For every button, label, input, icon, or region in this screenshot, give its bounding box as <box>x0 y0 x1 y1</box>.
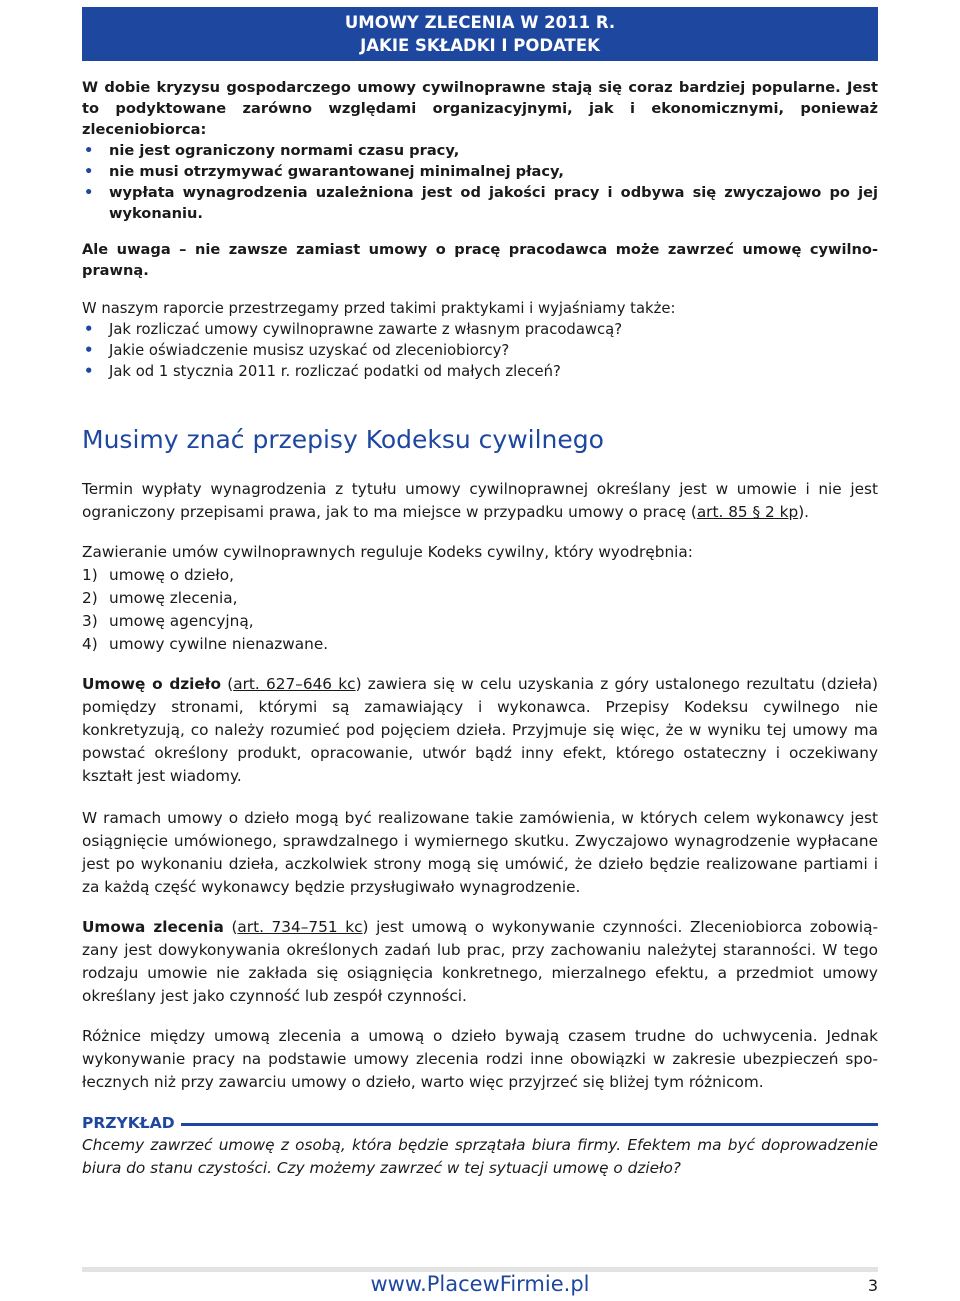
report-bullet-item: • Jak od 1 stycznia 2011 r. rozliczać podatki od małych zleceń? <box>82 361 878 382</box>
dzielo-paragraph <box>82 673 878 788</box>
example-label: PRZYKŁAD <box>82 1114 175 1132</box>
report-lead: W naszym raporcie przestrzegamy przed takimi praktykami i wyjaśniamy także: <box>82 300 676 317</box>
intro-warning: Ale uwaga – nie zawsze zamiast umowy o pracę pracodawca może zawrzeć umowę cywilnoprawną. <box>82 241 878 279</box>
example-divider <box>181 1123 878 1126</box>
intro-block <box>82 77 878 281</box>
header-title-line1: UMOWY ZLECENIA W 2011 R. <box>344 13 616 32</box>
dzielo-text: ) zawiera się w celu uzyskania z góry ustalonego rezultatu (dzieła) pomiędzy stronami, którymi są zamawiający i wykonawca. Przepisy Kodeksu cywilnego nie konkretyzują, co należy rozumieć pod pojęciem dzieła. Przyjmuje się więc, że w wyniku tej umowy ma powstać określony produkt, opracowanie, utwór bądź inny efekt, którego ostateczny i oczekiwany kształt jest wiadomy. <box>82 675 878 785</box>
zlecenie-term: Umowa zlecenia <box>82 918 224 936</box>
report-bullet-item: • Jakie oświadczenie musisz uzyskać od zleceniobiorcy? <box>82 340 878 361</box>
item-text: umowę o dzieło, <box>109 566 234 584</box>
section-heading: Musimy znać przepisy Kodeksu cywilnego <box>82 425 604 454</box>
intro-bullet-item: • wypłata wynagrodzenia uzależniona jest od jakości pracy i odbywa się zwyczajowo po jej wykonaniu. <box>82 182 878 224</box>
dzielo-law-reference: art. 627–646 kc <box>233 675 356 693</box>
intro-bullet-item: • nie jest ograniczony normami czasu pracy, <box>82 140 878 161</box>
header-title-line2: JAKIE SKŁADKI I PODATEK <box>360 36 600 55</box>
example-box <box>82 1112 878 1180</box>
item-text: umowę zlecenia, <box>109 589 238 607</box>
term-text-after: ). <box>798 503 810 521</box>
contract-types-list <box>82 564 878 656</box>
dzielo-open: ( <box>220 675 234 693</box>
example-header <box>82 1112 878 1134</box>
intro-bullet-item: • nie musi otrzymywać gwarantowanej minimalnej płacy, <box>82 161 878 182</box>
term-text-before: Termin wypłaty wynagrodzenia z tytułu umowy cywilnoprawnej określany jest w umowie i nie jest ograniczony przepisami prawa, jak to ma miejsce w przypadku umowy o pracę ( <box>82 480 878 521</box>
contract-type-item <box>82 633 878 656</box>
report-bullet-list <box>82 319 878 382</box>
page-number: 3 <box>867 1276 878 1295</box>
report-block <box>82 298 878 382</box>
report-bullet-item: • Jak rozliczać umowy cywilnoprawne zawarte z własnym pracodawcą? <box>82 319 878 340</box>
item-number: 3) <box>82 612 98 630</box>
term-paragraph <box>82 478 878 524</box>
contract-type-item <box>82 610 878 633</box>
dzielo-term: Umowę o dzieło <box>82 675 221 693</box>
types-lead: Zawieranie umów cywilnoprawnych reguluje Kodeks cywilny, który wyodrębnia: <box>82 543 693 561</box>
header-banner <box>82 7 878 61</box>
term-law-reference: art. 85 § 2 kp <box>696 503 799 521</box>
footer-url[interactable] <box>0 1272 960 1296</box>
zlecenie-text: ) jest umową o wykonywanie czynności. Zleceniobiorca zobowiązany jest dowykonywania określonych zadań lub prac, przy zachowaniu należytej staranności. W tego rodzaju umowie nie zakłada się osiągnięcia konkretnego, mierzalnego efektu, a przedmiot umowy określany jest jako czynność lub zespół czynności. <box>82 918 879 1005</box>
contract-type-item <box>82 587 878 610</box>
item-number: 2) <box>82 589 98 607</box>
differences-paragraph: Różnice między umową zlecenia a umową o dzieło bywają czasem trudne do uchwycenia. Jednak wykonywanie pracy na podstawie umowy zlecenia rodzi inne obowiązki w zakresie ubezpieczeń społecznych niż przy zawarciu umowy o dzieło, warto więc przyjrzeć się bliżej tym różnicom. <box>82 1027 878 1091</box>
example-text: Chcemy zawrzeć umowę z osobą, która będzie sprzątała biura firmy. Efektem ma być doprowadzenie biura do stanu czystości. Czy możemy zawrzeć w tej sytuacji umowę o dzieło? <box>82 1136 878 1177</box>
item-number: 1) <box>82 566 98 584</box>
intro-paragraph: W dobie kryzysu gospodarczego umowy cywilnoprawne stają się coraz bardziej popularne. Jest to podyktowane zarówno względami organizacyjnymi, jak i ekonomicznymi, ponieważ zleceniobiorca: <box>82 79 878 138</box>
zlecenie-open: ( <box>223 918 238 936</box>
footer-url-text[interactable]: www.PlacewFirmie.pl <box>370 1272 590 1296</box>
contract-type-item <box>82 564 878 587</box>
dzielo-orders-paragraph: W ramach umowy o dzieło mogą być realizowane takie zamówienia, w których celem wykonawcy jest osiągnięcie umówionego, sprawdzalnego i wymiernego skutku. Zwyczajowo wynagrodzenie wypłacane jest po wykonaniu dzieła, aczkolwiek strony mogą się umówić, że dzieło będzie realizowane partiami i za każdą część wykonawcy będzie przysługiwało wynagrodzenie. <box>82 809 878 896</box>
item-text: umowę agencyjną, <box>109 612 254 630</box>
zlecenie-law-reference: art. 734–751 kc <box>237 918 363 936</box>
zlecenie-paragraph <box>82 916 878 1008</box>
page-content <box>82 77 878 1180</box>
item-number: 4) <box>82 635 98 653</box>
item-text: umowy cywilne nienazwane. <box>109 635 329 653</box>
intro-bullet-list <box>82 140 878 224</box>
